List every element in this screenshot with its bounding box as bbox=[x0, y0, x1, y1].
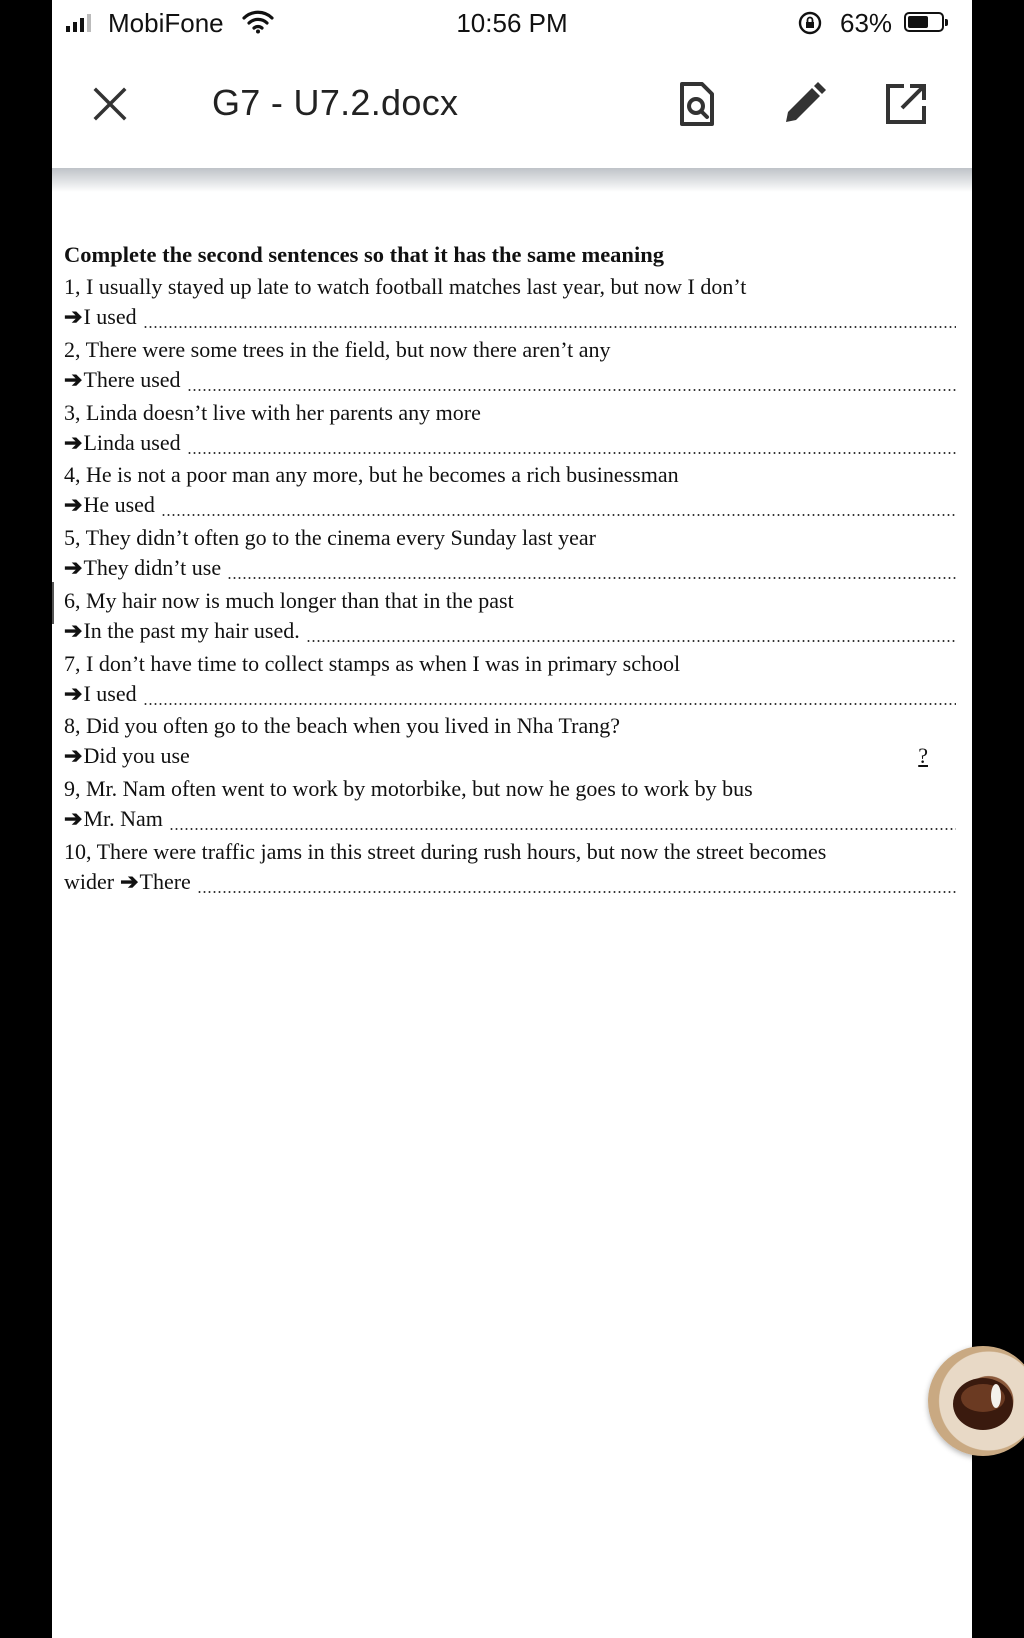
answer-line-5 bbox=[64, 555, 956, 585]
question-2: 2, There were some trees in the field, but now there aren’t any bbox=[64, 337, 611, 362]
dotted-answer-space bbox=[169, 828, 956, 830]
answer-prompt: Linda used bbox=[83, 430, 181, 455]
dotted-answer-space bbox=[143, 703, 956, 705]
answer-line-2 bbox=[64, 367, 956, 397]
carrier-name: MobiFone bbox=[108, 8, 224, 38]
clock: 10:56 PM bbox=[456, 8, 568, 38]
question-5: 5, They didn’t often go to the cinema every Sunday last year bbox=[64, 525, 596, 550]
document-page bbox=[52, 192, 972, 1638]
answer-line-3 bbox=[64, 430, 956, 460]
answer-prompt: There bbox=[139, 869, 191, 894]
document-title: G7 - U7.2.docx bbox=[212, 82, 459, 123]
question-10: 10, There were traffic jams in this street during rush hours, but now the street becomes bbox=[64, 839, 827, 864]
edit-pencil-icon[interactable] bbox=[780, 80, 828, 128]
question-7: 7, I don’t have time to collect stamps as when I was in primary school bbox=[64, 651, 681, 676]
battery-percentage: 63% bbox=[840, 8, 893, 38]
answer-prompt: I used bbox=[83, 304, 137, 329]
rotation-lock-icon bbox=[797, 10, 823, 36]
open-external-icon[interactable] bbox=[882, 80, 930, 128]
arrow-icon: ➔ bbox=[120, 869, 139, 894]
dotted-answer-space bbox=[227, 577, 956, 579]
arrow-icon: ➔ bbox=[64, 367, 83, 392]
answer-prompt: In the past my hair used. bbox=[83, 618, 300, 643]
question-6: 6, My hair now is much longer than that in the past bbox=[64, 588, 514, 613]
close-icon[interactable] bbox=[90, 84, 130, 124]
answer-prompt: They didn’t use bbox=[83, 555, 222, 580]
exercise-heading: Complete the second sentences so that it has the same meaning bbox=[64, 242, 664, 267]
dotted-answer-space bbox=[161, 514, 956, 516]
dotted-answer-space bbox=[187, 389, 956, 391]
question-1: 1, I usually stayed up late to watch football matches last year, but now I don’t bbox=[64, 274, 747, 299]
answer-prompt: Did you use bbox=[83, 743, 190, 768]
margin-mark bbox=[52, 582, 54, 624]
find-in-document-icon[interactable] bbox=[672, 80, 720, 128]
arrow-icon: ➔ bbox=[64, 743, 83, 768]
arrow-icon: ➔ bbox=[64, 492, 83, 517]
dotted-answer-space bbox=[187, 452, 956, 454]
question-4: 4, He is not a poor man any more, but he becomes a rich businessman bbox=[64, 462, 679, 487]
screen bbox=[52, 0, 972, 1638]
answer-line-4 bbox=[64, 492, 956, 522]
question-9: 9, Mr. Nam often went to work by motorbike, but now he goes to work by bus bbox=[64, 776, 753, 801]
dotted-answer-space bbox=[306, 640, 956, 642]
dotted-answer-space bbox=[143, 326, 956, 328]
answer-prompt: I used bbox=[83, 681, 137, 706]
arrow-icon: ➔ bbox=[64, 681, 83, 706]
answer-prompt: Mr. Nam bbox=[83, 806, 163, 831]
arrow-icon: ➔ bbox=[64, 555, 83, 580]
arrow-icon: ➔ bbox=[64, 806, 83, 831]
answer-prompt: There used bbox=[83, 367, 181, 392]
question-mark: ? bbox=[918, 743, 928, 768]
arrow-icon: ➔ bbox=[64, 430, 83, 455]
question-8: 8, Did you often go to the beach when you lived in Nha Trang? bbox=[64, 713, 621, 738]
answer-line-1 bbox=[64, 304, 956, 334]
battery-icon bbox=[904, 12, 944, 32]
answer-line-9 bbox=[64, 806, 956, 836]
answer-line-7 bbox=[64, 681, 956, 711]
dotted-answer-space bbox=[197, 891, 956, 893]
toolbar-divider bbox=[52, 168, 972, 192]
answer-line-6 bbox=[64, 618, 956, 648]
status-bar bbox=[52, 0, 972, 48]
question-3: 3, Linda doesn’t live with her parents any more bbox=[64, 400, 481, 425]
answer-line-10 bbox=[64, 869, 956, 899]
arrow-icon: ➔ bbox=[64, 304, 83, 329]
arrow-icon: ➔ bbox=[64, 618, 83, 643]
answer-line-8 bbox=[64, 743, 956, 773]
app-toolbar bbox=[52, 56, 972, 156]
answer-prefix: wider bbox=[64, 869, 115, 894]
answer-prompt: He used bbox=[83, 492, 155, 517]
